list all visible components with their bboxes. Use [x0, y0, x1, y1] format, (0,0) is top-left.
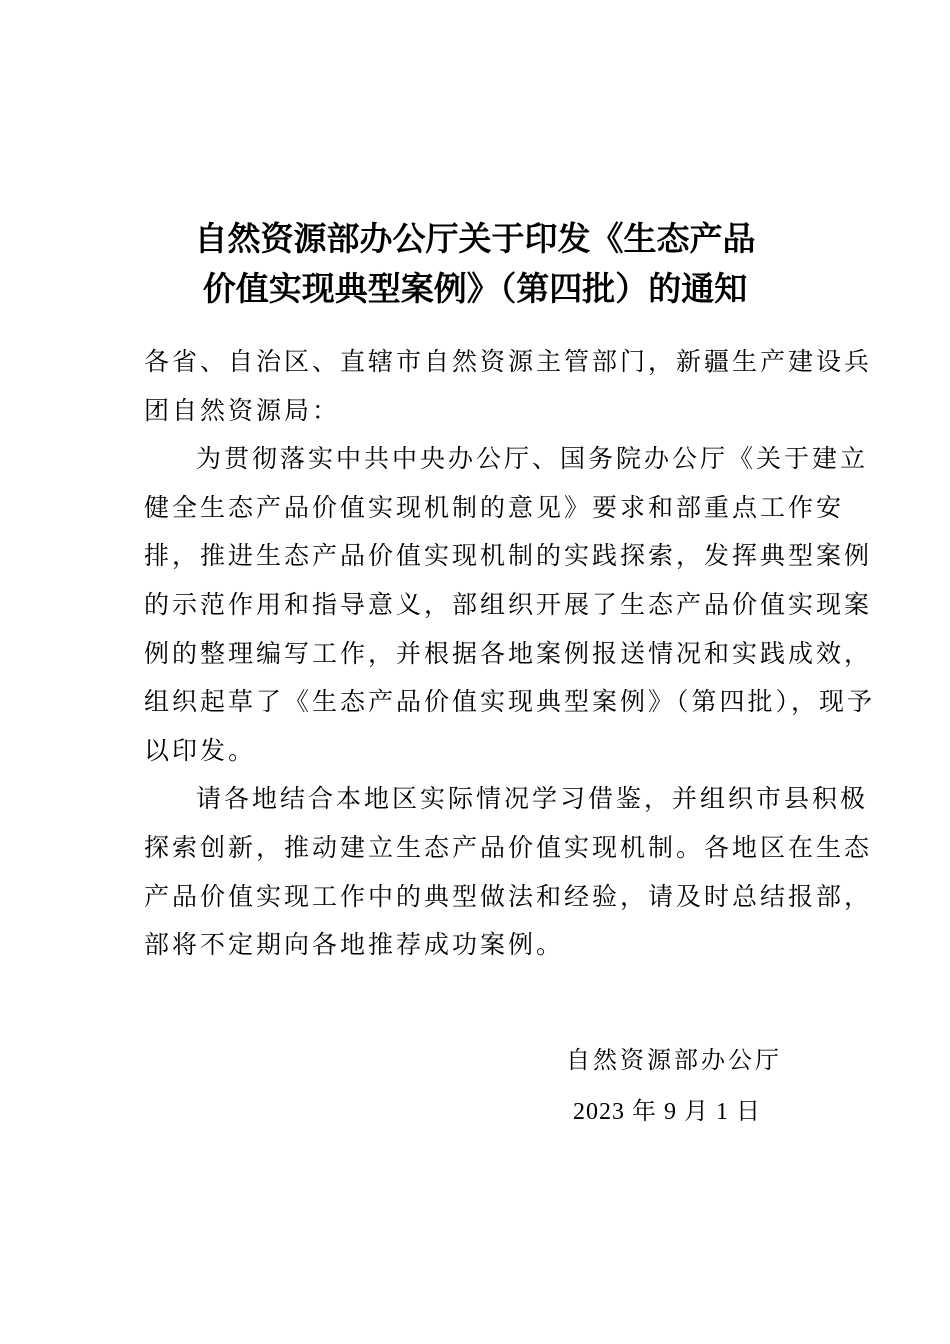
title-line-2: 价值实现典型案例》（第四批）的通知	[202, 269, 748, 308]
document-body	[144, 338, 876, 970]
paragraph-2	[144, 775, 873, 969]
document-title	[140, 214, 810, 314]
paragraph-1-line-3: 排，推进生态产品价值实现机制的实践探索，发挥典型案例	[144, 541, 873, 571]
paragraph-1-line-2: 健全生态产品价值实现机制的意见》要求和部重点工作安	[144, 492, 845, 522]
signature-organization: 自然资源部办公厅	[566, 1046, 782, 1074]
paragraph-1-line-4: 的示范作用和指导意义，部组织开展了生态产品价值实现案	[144, 589, 873, 619]
paragraph-2-line-4: 部将不定期向各地推荐成功案例。	[144, 930, 565, 960]
paragraph-2-line-1: 请各地结合本地区实际情况学习借鉴，并组织市县积极	[196, 784, 869, 814]
salutation	[144, 338, 873, 435]
paragraph-1-line-1: 为贯彻落实中共中央办公厅、国务院办公厅《关于建立	[196, 444, 869, 474]
paragraph-1-line-6: 组织起草了《生态产品价值实现典型案例》（第四批），现予	[144, 687, 876, 717]
paragraph-2-line-2: 探索创新，推动建立生态产品价值实现机制。各地区在生态	[144, 832, 873, 862]
title-line-1: 自然资源部办公厅关于印发《生态产品	[194, 219, 756, 258]
paragraph-2-line-3: 产品价值实现工作中的典型做法和经验，请及时总结报部，	[144, 881, 873, 911]
paragraph-1	[144, 435, 876, 775]
salutation-line-2: 团自然资源局：	[144, 395, 341, 425]
paragraph-1-line-7: 以印发。	[144, 735, 257, 765]
paragraph-1-line-5: 例的整理编写工作，并根据各地案例报送情况和实践成效，	[144, 638, 873, 668]
salutation-line-1: 各省、自治区、直辖市自然资源主管部门，新疆生产建设兵	[144, 347, 873, 376]
signature-date: 2023 年 9 月 1 日	[573, 1099, 761, 1125]
signature-block	[560, 1034, 800, 1138]
